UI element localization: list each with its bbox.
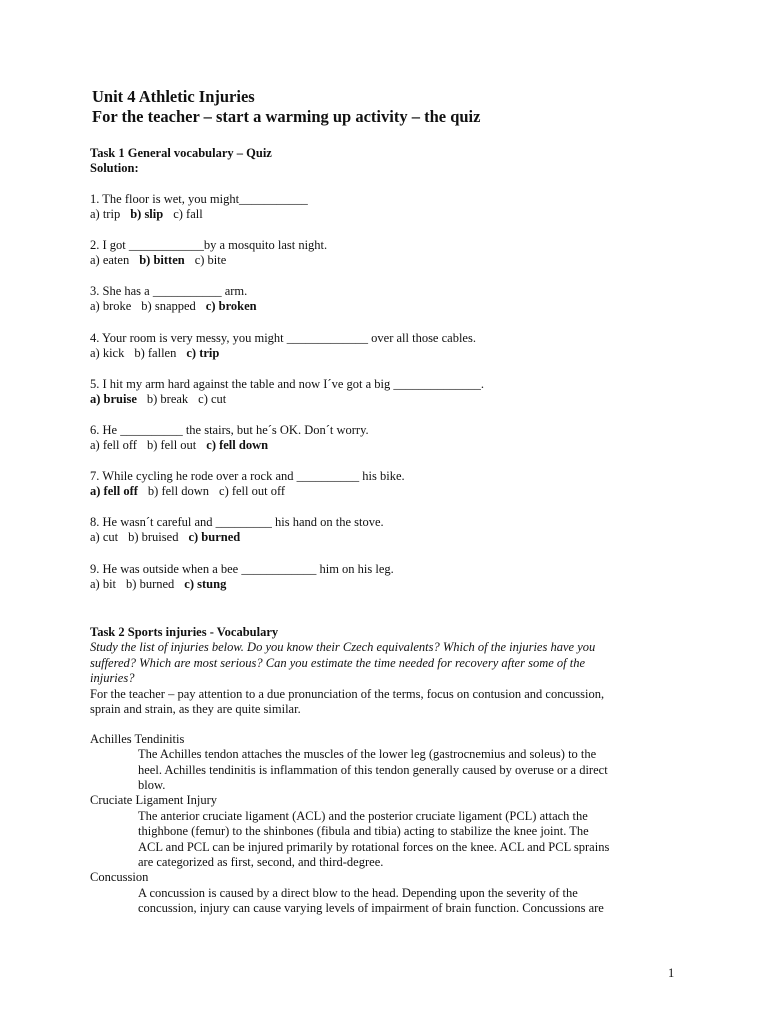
quiz-option: a) eaten — [90, 253, 130, 267]
quiz-option: c) cut — [198, 392, 227, 406]
quiz-option: a) fell off — [90, 438, 137, 452]
quiz-option: b) fallen — [134, 346, 177, 360]
quiz-option-correct: c) broken — [205, 299, 257, 313]
quiz-options — [90, 207, 213, 223]
quiz-options — [90, 484, 295, 500]
quiz-option: b) fell down — [147, 484, 210, 498]
quiz-option-correct: c) stung — [184, 577, 227, 591]
task2-instructions-line-3: injuries? — [90, 671, 135, 685]
entry-cruciate-line-4: are categorized as first, second, and third-degree. — [138, 855, 384, 869]
quiz-options — [90, 438, 278, 454]
entry-achilles-line-3: blow. — [138, 778, 166, 792]
quiz-option-correct: c) burned — [188, 530, 241, 544]
entry-term-achilles: Achilles Tendinitis — [90, 732, 185, 746]
entry-achilles-line-2: heel. Achilles tendinitis is inflammation of this tendon generally caused by overuse or a direct — [138, 763, 608, 777]
quiz-question: 7. While cycling he rode over a rock and __________ his bike. — [90, 469, 405, 483]
quiz-options — [90, 346, 229, 362]
task2-instructions-line-1: Study the list of injuries below. Do you know their Czech equivalents? Which of the injuries have you — [90, 640, 596, 654]
quiz-question: 5. I hit my arm hard against the table and now I´ve got a big ______________. — [90, 377, 485, 391]
quiz-option-correct: b) slip — [130, 207, 164, 221]
quiz-option-correct: a) bruise — [90, 392, 137, 406]
quiz-question: 6. He __________ the stairs, but he´s OK. Don´t worry. — [90, 423, 369, 437]
quiz-option-correct: c) trip — [186, 346, 220, 360]
task1-solution-label: Solution: — [90, 161, 139, 175]
quiz-question: 3. She has a ___________ arm. — [90, 284, 248, 298]
entry-achilles-line-1: The Achilles tendon attaches the muscles of the lower leg (gastrocnemius and soleus) to the — [138, 747, 597, 761]
entry-cruciate-line-3: ACL and PCL can be injured primarily by rotational forces on the knee. ACL and PCL sprains — [138, 840, 610, 854]
entry-concussion-line-1: A concussion is caused by a direct blow to the head. Depending upon the severity of the — [138, 886, 578, 900]
quiz-option-correct: a) fell off — [90, 484, 138, 498]
task2-heading: Task 2 Sports injuries - Vocabulary — [90, 625, 279, 639]
quiz-option: c) fell out off — [219, 484, 286, 498]
entry-term-cruciate: Cruciate Ligament Injury — [90, 793, 218, 807]
quiz-options — [90, 253, 236, 269]
teacher-note-line-1: For the teacher – pay attention to a due pronunciation of the terms, focus on contusion and concussion, — [90, 687, 605, 701]
quiz-options — [90, 577, 236, 593]
entry-cruciate-line-2: thighbone (femur) to the shinbones (fibula and tibia) acting to stabilize the knee joint. The — [138, 824, 589, 838]
quiz-option-correct: c) fell down — [206, 438, 269, 452]
page-title: Unit 4 Athletic Injuries — [92, 87, 255, 106]
quiz-option: a) cut — [90, 530, 119, 544]
quiz-question: 1. The floor is wet, you might___________ — [90, 192, 308, 206]
quiz-option: c) bite — [194, 253, 227, 267]
task2-instructions-line-2: suffered? Which are most serious? Can you estimate the time needed for recovery after some of the — [90, 656, 586, 670]
teacher-note-line-2: sprain and strain, as they are quite similar. — [90, 702, 301, 716]
quiz-option: b) break — [146, 392, 189, 406]
quiz-options — [90, 392, 236, 408]
quiz-question: 8. He wasn´t careful and _________ his hand on the stove. — [90, 515, 384, 529]
quiz-option: b) burned — [126, 577, 175, 591]
entry-concussion-line-2: concussion, injury can cause varying levels of impairment of brain function. Concussions are — [138, 901, 604, 915]
quiz-option: b) fell out — [146, 438, 197, 452]
quiz-options — [90, 530, 250, 546]
quiz-option-correct: b) bitten — [139, 253, 185, 267]
quiz-option: a) kick — [90, 346, 125, 360]
task1-heading: Task 1 General vocabulary – Quiz — [90, 146, 272, 160]
quiz-option: a) broke — [90, 299, 132, 313]
quiz-option: b) bruised — [128, 530, 179, 544]
quiz-question: 9. He was outside when a bee ____________ him on his leg. — [90, 562, 394, 576]
quiz-option: a) bit — [90, 577, 117, 591]
quiz-question: 4. Your room is very messy, you might _____________ over all those cables. — [90, 331, 476, 345]
quiz-question: 2. I got ____________by a mosquito last night. — [90, 238, 328, 252]
quiz-option: b) snapped — [141, 299, 196, 313]
quiz-option: c) fall — [173, 207, 203, 221]
quiz-options — [90, 299, 267, 315]
quiz-option: a) trip — [90, 207, 121, 221]
entry-term-concussion: Concussion — [90, 870, 149, 884]
page-number: 1 — [668, 966, 675, 980]
page-subtitle: For the teacher – start a warming up activity – the quiz — [92, 107, 481, 126]
entry-cruciate-line-1: The anterior cruciate ligament (ACL) and the posterior cruciate ligament (PCL) attach the — [138, 809, 588, 823]
